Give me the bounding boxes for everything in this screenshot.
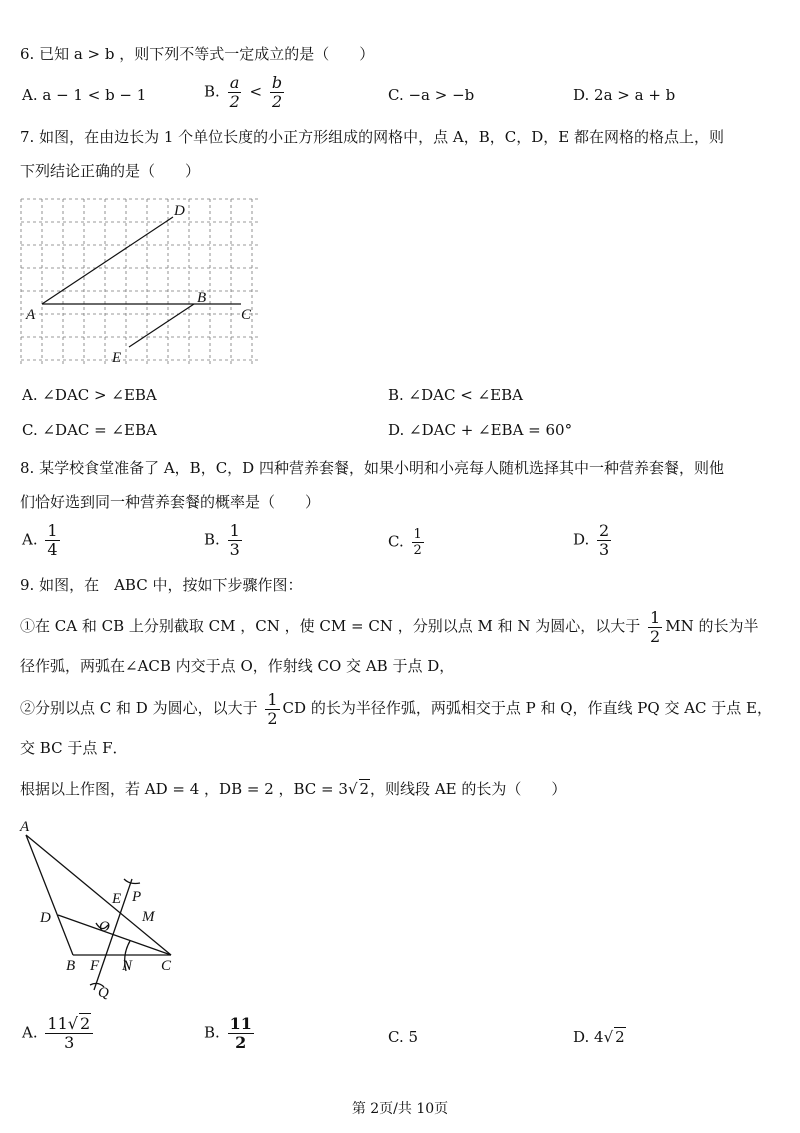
step-1-text: ①在 CA 和 CB 上分别截取 CM ，CN ，使 CM = CN ，分别以点 M 和 N 为圆心，以大于: [20, 617, 641, 635]
fraction: [412, 527, 424, 558]
point-e-label: E: [112, 891, 122, 907]
denominator: 2: [267, 708, 278, 728]
point-n-label: N: [122, 958, 133, 974]
q7-option-c: C. ∠DAC = ∠EBA: [22, 421, 157, 439]
option-label: B.: [204, 1023, 220, 1042]
q8-option-a: [22, 522, 63, 559]
q7-option-b: B. ∠DAC < ∠EBA: [388, 386, 523, 404]
numerator: 11: [229, 1014, 252, 1033]
denominator: 4: [47, 540, 58, 559]
q6-option-a: A. a − 1 < b − 1: [22, 86, 147, 104]
option-label: B.: [204, 530, 220, 549]
given-tail: ，则线段 AE 的长为（ ）: [370, 780, 567, 798]
sqrt-sign: √: [347, 780, 358, 798]
radicand: 2: [359, 780, 370, 798]
step-2-tail: CD 的长为半径作弧，两弧相交于点 P 和 Q，作直线 PQ 交 AC 于点 E，: [282, 699, 773, 717]
segment-be: [129, 304, 194, 347]
q8-option-d: [573, 522, 614, 559]
given-text: 根据以上作图，若 AD = 4 ，DB = 2 ，BC = 3: [20, 780, 348, 798]
point-p-label: P: [132, 889, 142, 905]
point-d-label: D: [174, 203, 185, 219]
q6-b-fraction-2: [270, 74, 284, 111]
point-f-label: F: [90, 958, 100, 974]
q6-stem: 6. 已知 a > b ，则下列不等式一定成立的是（ ）: [20, 45, 375, 63]
denominator: 3: [599, 540, 610, 559]
q7-stem-line-2: 下列结论正确的是（ ）: [20, 162, 201, 180]
numerator: 1: [47, 521, 58, 540]
numerator: 2: [599, 521, 610, 540]
point-c-label: C: [161, 958, 172, 974]
option-label: D.: [573, 530, 590, 549]
q8-stem-line-1: 8. 某学校食堂准备了 A，B，C，D 四种营养套餐，如果小明和小亮每人随机选择其中一种营养套餐，则他: [20, 459, 724, 477]
denominator: 2: [235, 1033, 247, 1052]
step-1-fraction: [648, 609, 662, 646]
q9-option-b: [204, 1015, 257, 1052]
fraction: [228, 1015, 254, 1052]
point-a-label: A: [20, 819, 30, 835]
point-e-label: E: [112, 350, 122, 366]
option-label: A.: [22, 1023, 38, 1042]
q7-grid-figure: [16, 195, 266, 370]
step-2-fraction: [265, 691, 279, 728]
numerator: 1: [413, 527, 422, 542]
point-o-label: O: [99, 919, 110, 935]
q6-option-c: C. −a > −b: [388, 86, 475, 104]
denominator: 2: [650, 626, 661, 646]
q7-option-a: A. ∠DAC > ∠EBA: [22, 386, 157, 404]
denominator: 2: [413, 543, 422, 558]
numerator: 1: [267, 689, 278, 709]
q9-construction-figure: [14, 815, 214, 1005]
coefficient: 11: [47, 1014, 68, 1033]
q9-step-2-line-2: 交 BC 于点 F．: [20, 739, 128, 757]
q7-option-d: D. ∠DAC + ∠EBA = 60°: [388, 421, 573, 439]
sqrt-sign: √: [603, 1028, 614, 1046]
q6-option-b-label: B.: [204, 82, 220, 101]
option-label: D. 4: [573, 1028, 604, 1046]
option-label: A.: [22, 530, 38, 549]
q6-b-fraction-1: [228, 74, 242, 111]
fraction: [597, 522, 611, 559]
denominator: 3: [229, 540, 240, 559]
numerator: 1: [650, 607, 661, 627]
point-a-label: A: [26, 307, 36, 323]
numerator: 11√ 2: [45, 1015, 93, 1034]
q6-option-b: [204, 74, 287, 111]
q9-step-2-line-1: [20, 688, 772, 728]
less-than-sign: <: [249, 82, 263, 101]
segment-ab: [26, 835, 73, 955]
point-c-label: C: [241, 307, 252, 323]
q9-given: [20, 779, 566, 799]
q8-option-b: [204, 522, 245, 559]
option-label: C.: [388, 532, 404, 551]
q9-stem: 9. 如图，在 ABC 中，按如下步骤作图：: [20, 576, 303, 594]
numerator: b: [271, 73, 283, 92]
q7-stem-line-1: 7. 如图，在由边长为 1 个单位长度的小正方形组成的网格中，点 A，B，C，D，E 都在网格的格点上，则: [20, 128, 725, 146]
radicand: 2: [79, 1014, 91, 1033]
q8-stem-line-2: 们恰好选到同一种营养套餐的概率是（ ）: [20, 493, 321, 511]
point-d-label: D: [40, 910, 51, 926]
step-2-text: ②分别以点 C 和 D 为圆心，以大于: [20, 699, 258, 717]
point-b-label: B: [66, 958, 76, 974]
q9-option-a: [22, 1015, 96, 1052]
fraction: [45, 522, 59, 559]
numerator: a: [229, 73, 240, 92]
q9-step-1-line-1: [20, 606, 759, 646]
segment-ac: [26, 835, 171, 955]
fraction: [45, 1015, 93, 1052]
q9-step-1-line-2: 径作弧，两弧在∠ACB 内交于点 O，作射线 CO 交 AB 于点 D，: [20, 657, 455, 675]
q9-option-d: [573, 1028, 626, 1046]
denominator: 2: [271, 92, 283, 111]
q6-option-d: D. 2a > a + b: [573, 86, 676, 104]
radicand: 2: [615, 1028, 625, 1046]
q8-option-c: [388, 527, 427, 558]
step-1-tail: MN 的长为半: [665, 617, 759, 635]
point-b-label: B: [197, 290, 207, 306]
page-footer: 第 2页/共 10页: [351, 1101, 449, 1117]
denominator: 3: [64, 1033, 75, 1052]
point-q-label: Q: [98, 985, 109, 1001]
fraction: [228, 522, 242, 559]
denominator: 2: [229, 92, 240, 111]
q9-option-c: C. 5: [388, 1028, 419, 1046]
point-m-label: M: [142, 909, 155, 925]
numerator: 1: [229, 521, 240, 540]
